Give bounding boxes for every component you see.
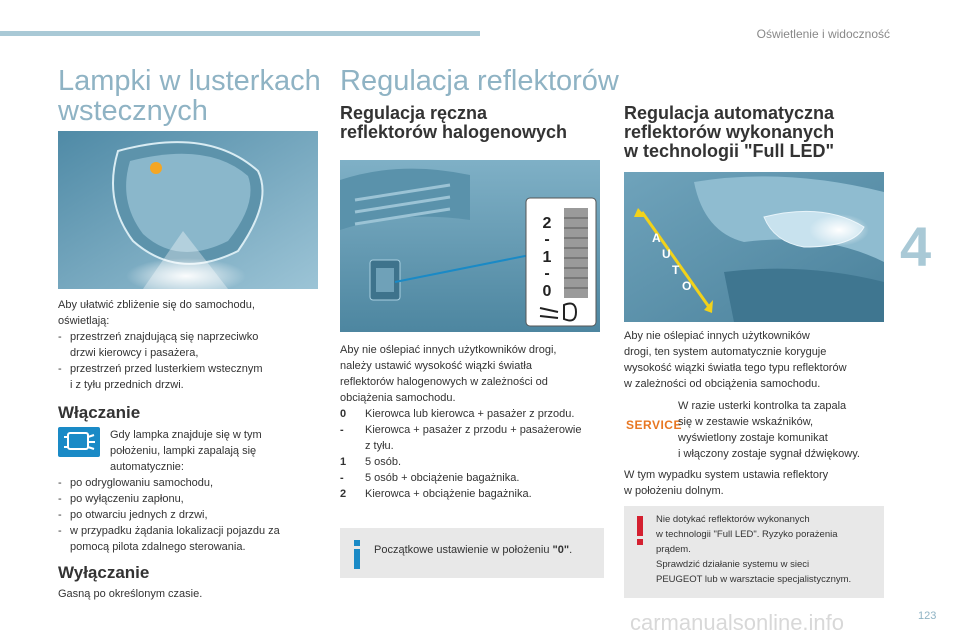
on-list	[58, 475, 322, 555]
full-led-image	[624, 172, 884, 322]
mirror-lamps-title: Lampki w lusterkach wstecznych	[58, 65, 321, 127]
manual-adjust-image	[340, 160, 600, 332]
fallback-text: W tym wypadku system ustawia reflektory w położeniu dolnym.	[624, 469, 829, 497]
svg-text:A: A	[652, 231, 661, 245]
manual-adjust-heading: Regulacja ręczna reflektorów halogenowych	[340, 103, 568, 142]
list-item: - 5 osób + obciążenie bagażnika.	[340, 472, 520, 484]
list-item: - po odryglowaniu samochodu,	[58, 477, 214, 489]
headlamp-illustration	[624, 172, 884, 322]
wheel-label-0: 0	[542, 283, 552, 300]
svg-text:T: T	[672, 263, 680, 277]
wheel-label-1: 1	[542, 249, 552, 266]
on-heading: Włączanie	[58, 403, 141, 422]
list-item: - w przypadku żądania lokalizacji pojazdu za pomocą pilota zdalnego sterowania.	[58, 525, 280, 553]
service-text: W razie usterki kontrolka ta zapala się w zestawie wskaźników, wyświetlony zostaje komunikat i włączony zostaje sygnał dźwiękowy.	[678, 400, 860, 460]
off-heading: Wyłączanie	[58, 563, 150, 582]
section-title: Oświetlenie i widoczność	[756, 27, 890, 41]
headlamp-adjust-title: Regulacja reflektorów	[340, 65, 619, 97]
list-item: - po wyłączeniu zapłonu,	[58, 493, 184, 505]
dashboard-illustration	[340, 160, 600, 332]
off-text: Gasną po określonym czasie.	[58, 588, 203, 600]
manual-intro: Aby nie oślepiać innych użytkowników drogi, należy ustawić wysokość wiązki światła reflektorów halogenowych w zależności od obciążenia samochodu.	[340, 344, 557, 404]
auto-adjust-heading: Regulacja automatyczna reflektorów wykonanych w technologii "Full LED"	[624, 103, 835, 161]
auto-intro: Aby nie oślepiać innych użytkowników drogi, ten system automatycznie koryguje wysokość wiązki światła tego typu reflektorów w zależności od obciążenia samochodu.	[624, 330, 847, 390]
info-box: Początkowe ustawienie w położeniu "0".	[340, 528, 604, 578]
mirror-intro: Aby ułatwić zbliżenie się do samochodu, oświetlają: - przestrzeń znajdującą się naprzeciwko drzwi kierowcy i pasażera, - przestrzeń przed lusterkiem wstecznym i z tyłu przednich drzwi.	[58, 297, 322, 393]
wheel-label-dash: -	[544, 265, 550, 282]
list-item: - po otwarciu jednych z drzwi,	[58, 509, 208, 521]
page-number: 123	[918, 610, 937, 622]
chapter-number: 4	[900, 215, 932, 278]
info-icon	[350, 540, 364, 570]
list-item: 2 Kierowca + obciążenie bagażnika.	[340, 488, 532, 500]
wheel-label-dash: -	[544, 231, 550, 248]
header-bar	[0, 31, 480, 36]
on-text: Gdy lampka znajduje się w tym położeniu, lampki zapalają się automatycznie:	[110, 429, 262, 473]
list-item: 1 5 osób.	[340, 456, 402, 468]
list-item: - Kierowca + pasażer z przodu + pasażerowie z tyłu.	[340, 424, 582, 452]
list-item: - przestrzeń przed lusterkiem wstecznym i z tyłu przednich drzwi.	[58, 363, 263, 391]
blind-spot-icon	[150, 162, 162, 174]
warning-box: Nie dotykać reflektorów wykonanych w technologii "Full LED". Ryzyko porażenia prądem. Sprawdzić działanie systemu w sieci PEUGEOT lub w warsztacie specjalistycznym.	[624, 506, 884, 598]
list-item: 0 Kierowca lub kierowca + pasażer z przodu.	[340, 408, 575, 420]
mirror-illustration	[58, 131, 318, 289]
list-item: - przestrzeń znajdującą się naprzeciwko drzwi kierowcy i pasażera,	[58, 331, 259, 359]
exclamation-icon	[634, 516, 646, 546]
svg-text:O: O	[682, 279, 692, 293]
svg-text:U: U	[662, 247, 671, 261]
settings-list	[340, 406, 604, 502]
watermark: carmanualsonline.info	[630, 610, 845, 635]
mirror-lamp-image	[58, 131, 318, 289]
service-warning-icon: SERVICE	[626, 418, 682, 432]
mirror-lamp-icon	[58, 427, 100, 457]
wheel-label-2: 2	[542, 215, 552, 232]
